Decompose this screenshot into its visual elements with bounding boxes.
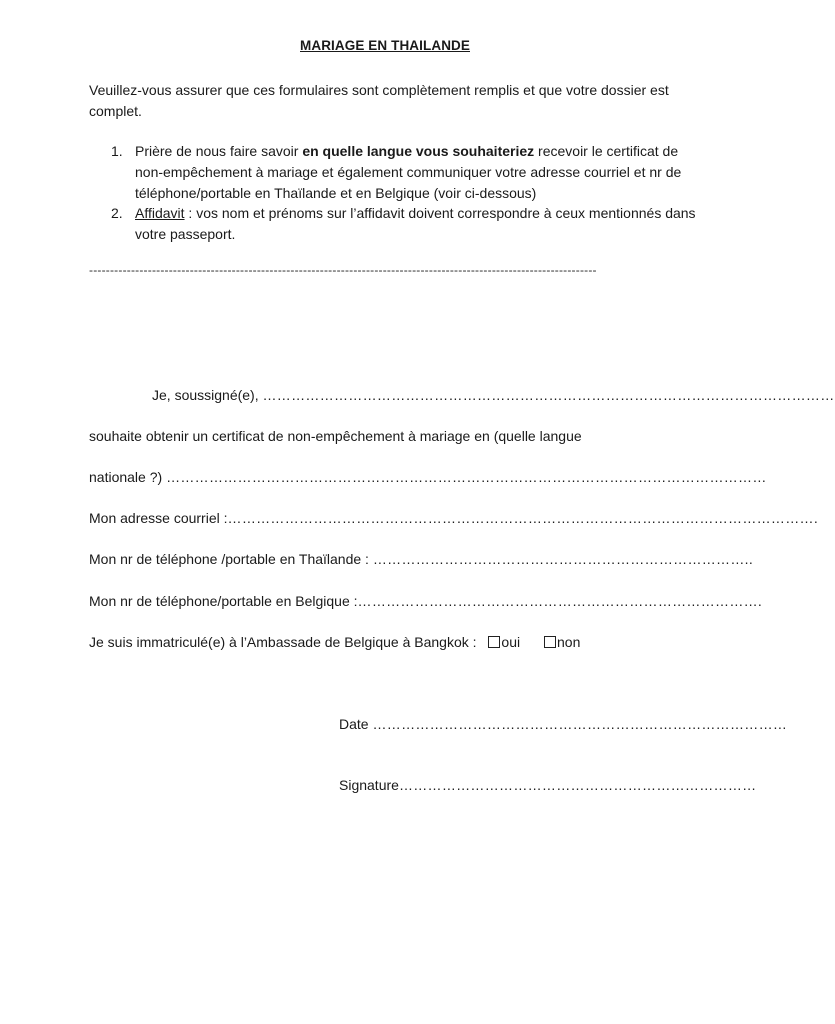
phone-thailand-label: Mon nr de téléphone /portable en Thaïlande : [89, 551, 373, 567]
nationale-field[interactable] [89, 469, 767, 485]
date-field[interactable] [339, 716, 788, 732]
phone-belgium-label: Mon nr de téléphone/portable en Belgique : [89, 593, 358, 609]
immatricule-label: Je suis immatriculé(e) à l’Ambassade de Belgique à Bangkok : [89, 634, 477, 650]
signature-dots: ………………………………………………………………… [398, 777, 757, 793]
list-item [89, 203, 699, 245]
oui-label: oui [501, 634, 521, 650]
list-item-text: recevoir le certificat de non-empêchement à mariage et également communiquer votre adresse courriel et nr de téléphone/portable en Thaïlande et en Belgique (voir ci-dessous) [135, 143, 682, 201]
signature-field[interactable] [339, 777, 757, 793]
phone-thailand-dots: …………………………………………………………………….. [372, 551, 754, 567]
list-item-bold-text: en quelle langue vous souhaiteriez [302, 143, 535, 159]
list-item-number: 1. [111, 143, 123, 159]
phone-belgium-dots: …………………………………………………………………………. [357, 593, 763, 609]
soussigne-field[interactable] [152, 387, 835, 403]
non-checkbox[interactable] [544, 636, 556, 648]
email-label: Mon adresse courriel : [89, 510, 228, 526]
nationale-dots: ……………………………………………………………………………………………………………… [166, 469, 767, 485]
email-dots: ……………………………………………………………………………………………………………. [227, 510, 819, 526]
souhaite-line [89, 428, 689, 444]
immatricule-line [89, 634, 689, 650]
phone-belgium-field[interactable] [89, 593, 763, 609]
souhaite-text: souhaite obtenir un certificat de non-empêchement à mariage en (quelle langue [89, 428, 582, 444]
soussigne-label: Je, soussigné(e), [152, 387, 263, 403]
email-field[interactable] [89, 510, 819, 526]
signature-label: Signature [339, 777, 399, 793]
nationale-label: nationale ?) [89, 469, 167, 485]
non-label: non [557, 634, 581, 650]
affidavit-label: Affidavit [135, 205, 185, 222]
instructions-list [89, 141, 699, 245]
soussigne-dots: ………………………………………………………………………………………………………… [262, 387, 835, 403]
oui-checkbox[interactable] [488, 636, 500, 648]
list-item-text: Prière de nous faire savoir [135, 143, 303, 159]
date-dots: …………………………………………………………………………… [372, 716, 788, 732]
list-item-text: : vos nom et prénoms sur l’affidavit doivent correspondre à ceux mentionnés dans votre passeport. [135, 205, 696, 243]
list-item [89, 141, 699, 203]
date-label: Date [339, 716, 373, 732]
intro-paragraph: Veuillez-vous assurer que ces formulaires sont complètement remplis et que votre dossier est complet. [89, 82, 669, 119]
dashed-separator: ------------------------------------------------------------------------------------------------------------------------- [89, 263, 597, 277]
page-title: MARIAGE EN THAILANDE [300, 38, 470, 53]
list-item-number: 2. [111, 205, 123, 222]
phone-thailand-field[interactable] [89, 551, 754, 567]
